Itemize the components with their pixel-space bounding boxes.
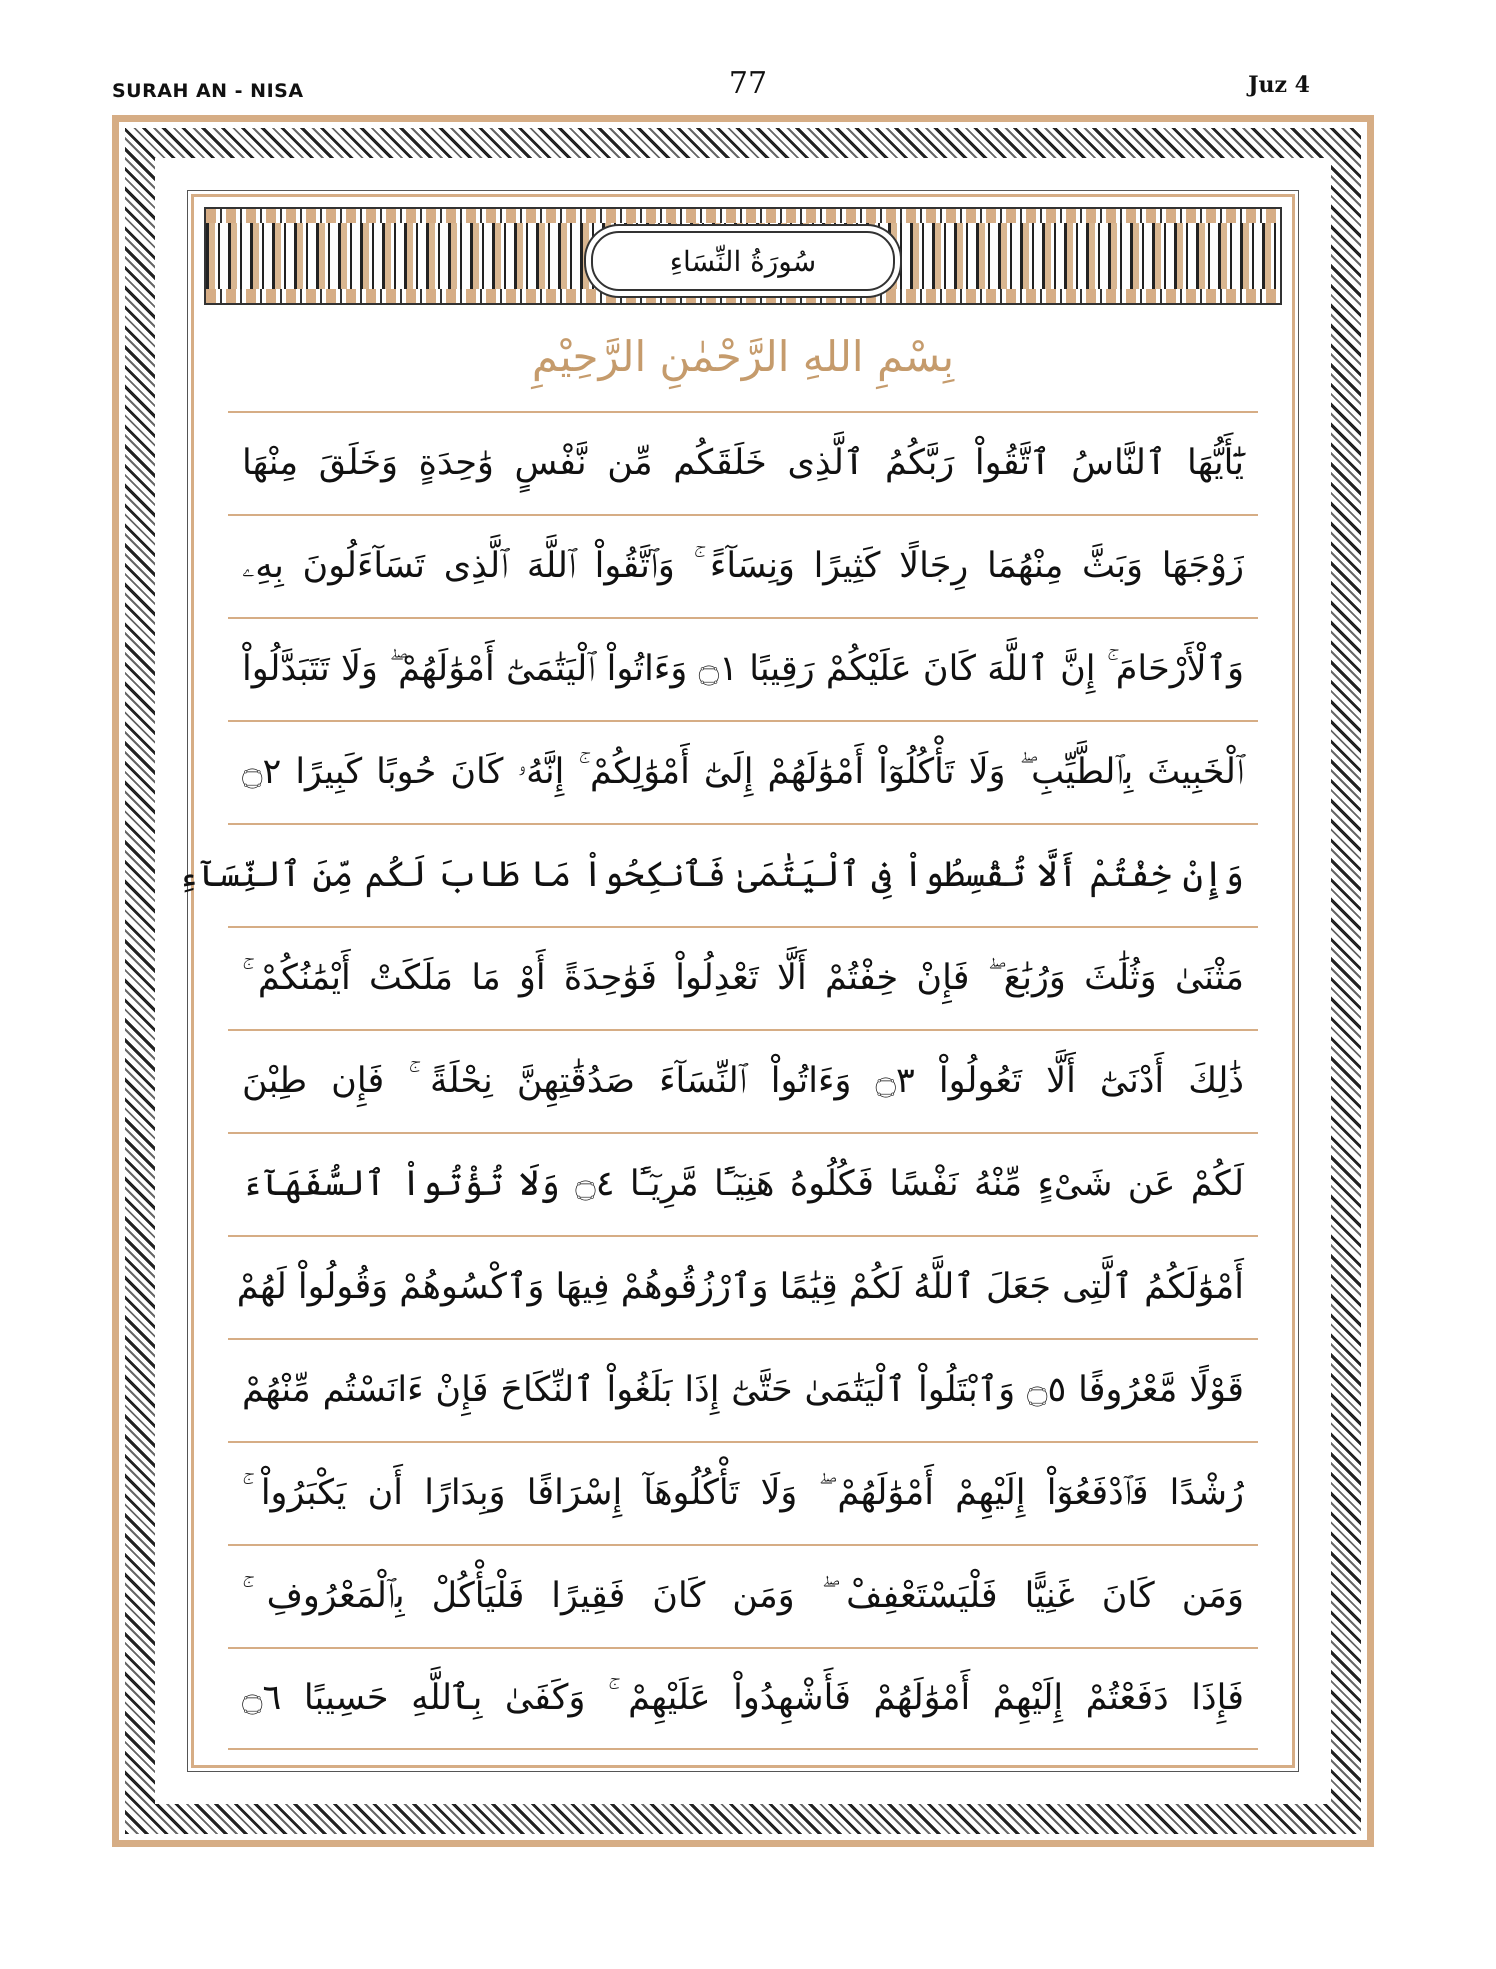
- verse-line: [228, 1544, 1258, 1647]
- verse-line: [228, 617, 1258, 720]
- verse-line: [228, 1647, 1258, 1750]
- verse-line-text: فَإِذَا دَفَعْتُمْ إِلَيْهِمْ أَمْوَٰلَهُمْ فَأَشْهِدُواْ عَلَيْهِمْ ۚ وَكَفَىٰ بِٱللَّهِ حَسِيبًا ۝٦: [242, 1678, 1244, 1718]
- verse-line-text: مَثْنَىٰ وَثُلَٰثَ وَرُبَٰعَ ۖ فَإِنْ خِفْتُمْ أَلَّا تَعْدِلُواْ فَوَٰحِدَةً أَوْ مَا مَلَكَتْ أَيْمَٰنُكُمْ ۚ: [242, 958, 1244, 998]
- verse-line: [228, 926, 1258, 1029]
- verse-line: [228, 514, 1258, 617]
- verse-line: [228, 1235, 1258, 1338]
- verse-line: [228, 1441, 1258, 1544]
- surah-name-header: SURAH AN - NISA: [112, 80, 304, 102]
- surah-title-band: [204, 207, 1282, 305]
- verse-line: [228, 1132, 1258, 1235]
- verse-line-text: وَٱلْأَرْحَامَ ۚ إِنَّ ٱللَّهَ كَانَ عَلَيْكُمْ رَقِيبًا ۝١ وَءَاتُواْ ٱلْيَتَٰمَىٰٓ أَمْوَٰلَهُمْ ۖ وَلَا تَتَبَدَّلُواْ: [242, 649, 1244, 689]
- surah-title: سُورَةُ النِّسَاءِ: [591, 231, 895, 291]
- verse-line-text: قَوْلًا مَّعْرُوفًا ۝٥ وَٱبْتَلُواْ ٱلْيَتَٰمَىٰ حَتَّىٰٓ إِذَا بَلَغُواْ ٱلنِّكَاحَ فَإِنْ ءَانَسْتُم مِّنْهُمْ: [242, 1370, 1244, 1410]
- verse-line-text: ذَٰلِكَ أَدْنَىٰٓ أَلَّا تَعُولُواْ ۝٣ وَءَاتُواْ ٱلنِّسَآءَ صَدُقَٰتِهِنَّ نِحْلَةً ۚ فَإِن طِبْنَ: [242, 1061, 1244, 1101]
- verse-line: [228, 1029, 1258, 1132]
- verse-line-text: وَإِنْ خِفْتُمْ أَلَّا تُقْسِطُواْ فِى ٱلْيَتَٰمَىٰ فَٱنكِحُواْ مَا طَابَ لَكُم مِّنَ ٱلنِّسَآءِ: [178, 855, 1244, 895]
- verse-line: [178, 823, 1258, 926]
- page-frame: [112, 115, 1374, 1847]
- verse-line: [228, 1338, 1258, 1441]
- bismillah: بِسْمِ اللهِ الرَّحْمٰنِ الرَّحِيْمِ: [531, 332, 955, 381]
- verse-line-text: رُشْدًا فَٱدْفَعُوٓاْ إِلَيْهِمْ أَمْوَٰلَهُمْ ۖ وَلَا تَأْكُلُوهَآ إِسْرَافًا وَبِدَارًا أَن يَكْبَرُواْ ۚ: [242, 1473, 1244, 1513]
- verse-lines: [178, 411, 1258, 1750]
- verse-line: [228, 720, 1258, 823]
- page-number: 77: [728, 66, 768, 101]
- verse-line-text: يَٰٓأَيُّهَا ٱلنَّاسُ ٱتَّقُواْ رَبَّكُمُ ٱلَّذِى خَلَقَكُم مِّن نَّفْسٍ وَٰحِدَةٍ وَخَلَقَ مِنْهَا: [242, 443, 1244, 483]
- juz-label: Juz 4: [1248, 72, 1310, 98]
- text-panel: [178, 194, 1295, 1768]
- verse-line: [228, 411, 1258, 514]
- verse-line-text: زَوْجَهَا وَبَثَّ مِنْهُمَا رِجَالًا كَثِيرًا وَنِسَآءً ۚ وَٱتَّقُواْ ٱللَّهَ ٱلَّذِى تَسَآءَلُونَ بِهِۦ: [242, 546, 1244, 586]
- verse-line-text: ٱلْخَبِيثَ بِٱلطَّيِّبِ ۖ وَلَا تَأْكُلُوٓاْ أَمْوَٰلَهُمْ إِلَىٰٓ أَمْوَٰلِكُمْ ۚ إِنَّهُۥ كَانَ حُوبًا كَبِيرًا ۝٢: [242, 752, 1244, 792]
- verse-line-text: أَمْوَٰلَكُمُ ٱلَّتِى جَعَلَ ٱللَّهُ لَكُمْ قِيَٰمًا وَٱرْزُقُوهُمْ فِيهَا وَٱكْسُوهُمْ وَقُولُواْ لَهُمْ: [236, 1267, 1244, 1307]
- verse-line-text: وَمَن كَانَ غَنِيًّا فَلْيَسْتَعْفِفْ ۖ وَمَن كَانَ فَقِيرًا فَلْيَأْكُلْ بِٱلْمَعْرُوفِ ۚ: [242, 1576, 1244, 1616]
- verse-line-text: لَكُمْ عَن شَىْءٍ مِّنْهُ نَفْسًا فَكُلُوهُ هَنِيٓـًٔا مَّرِيٓـًٔا ۝٤ وَلَا تُؤْتُواْ ٱلسُّفَهَآءَ: [242, 1164, 1244, 1204]
